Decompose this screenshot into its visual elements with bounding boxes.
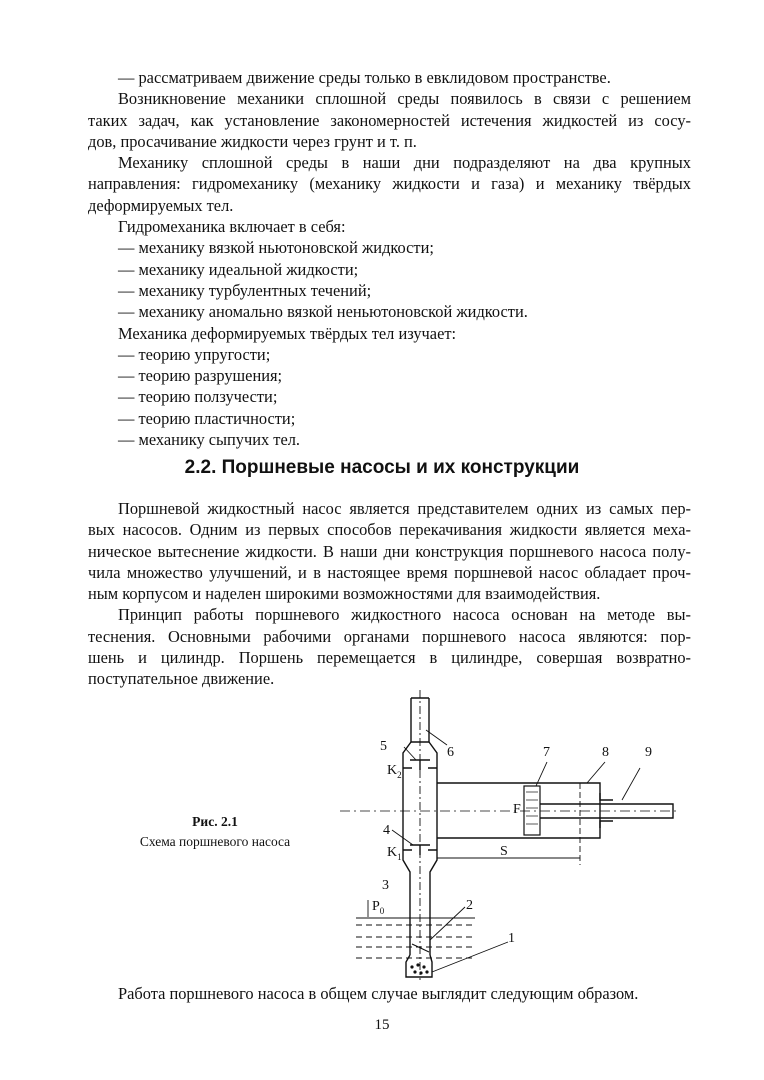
label-k1-main: K (387, 845, 398, 860)
text-line: — механику аномально вязкой неньютоновской жидкости. (118, 302, 528, 322)
cylinder-end-flange (600, 793, 613, 828)
text-line: ническое вытеснение жидкости. В наши дни конструкция поршневого насоса полу- (88, 541, 691, 561)
figure-caption-text: Схема поршневого насоса (139, 834, 291, 849)
outlet-pipe (411, 698, 429, 742)
text-line: направления: гидромеханику (механику жидкости и газа) и механику твёрдых (88, 174, 691, 194)
label-4: 4 (383, 823, 390, 838)
piston (524, 786, 540, 835)
text-section-2 (88, 498, 691, 690)
label-k2-main: K (387, 763, 398, 778)
label-9: 9 (645, 745, 652, 760)
text-line: — теорию пластичности; (118, 408, 296, 428)
suction-pipe-mark (412, 944, 429, 952)
text-line: шень и цилиндр. Поршень перемещается в цилиндре, совершая возвратно- (88, 648, 691, 668)
valve-k2 (403, 760, 437, 770)
last-line: Работа поршневого насоса в общем случае выглядит следующим образом. (118, 984, 639, 1003)
page-number: 15 (374, 1017, 390, 1033)
label-k2-subscript: 2 (397, 770, 402, 780)
text-line: — теорию упругости; (118, 344, 271, 364)
text-line: таких задач, как установление закономерностей истечения жидкостей из сосу- (88, 110, 691, 130)
figure-caption-title: Рис. 2.1 (192, 814, 238, 829)
text-line: ным корпусом и наделен широкими возможностями для взаимодействия. (88, 584, 601, 604)
text-line: теснения. Основными рабочими органами поршневого насоса являются: пор- (88, 626, 691, 646)
pump-diagram (340, 690, 700, 980)
text-line: Механику сплошной среды в наши дни подразделяют на два крупных (118, 153, 691, 173)
label-3: 3 (382, 878, 389, 893)
text-line: поступательное движение. (88, 669, 275, 689)
text-line: Гидромеханика включает в себя: (118, 217, 346, 237)
label-s: S (500, 844, 508, 859)
label-p0-main: P (372, 899, 380, 914)
label-k1-subscript: 1 (397, 852, 402, 862)
label-p0-subscript: 0 (379, 906, 385, 916)
label-f: F (513, 802, 521, 817)
filter-granules (410, 963, 428, 974)
label-k1 (387, 845, 402, 862)
text-line: Поршневой жидкостный насос является представителем одних из самых пер- (118, 499, 691, 518)
text-line: — теорию ползучести; (118, 387, 278, 407)
text-line: чила множество улучшений, и в настоящее время поршневой насос обладает проч- (88, 562, 691, 582)
section-heading: 2.2. Поршневые насосы и их конструкции (184, 457, 580, 478)
label-5: 5 (380, 739, 387, 754)
text-line: деформируемых тел. (88, 195, 234, 215)
piston-hatching (526, 792, 538, 824)
text-section-1 (88, 67, 691, 450)
text-line: Возникновение механики сплошной среды появилось в связи с решением (118, 89, 691, 109)
text-line: — механику сыпучих тел. (118, 430, 301, 450)
label-7: 7 (543, 745, 550, 760)
text-line: вых насосов. Одним из первых способов перекачивания жидкости является меха- (88, 520, 691, 540)
liquid-level (356, 918, 475, 958)
valve-k1 (403, 845, 437, 855)
label-1: 1 (508, 931, 515, 946)
text-line: дов, просачивание жидкости через грунт и т. п. (88, 131, 417, 151)
text-line: Механика деформируемых твёрдых тел изучает: (118, 323, 457, 343)
label-8: 8 (602, 745, 609, 760)
text-line: Принцип работы поршневого жидкостного насоса основан на методе вы- (118, 605, 691, 625)
text-line: — механику идеальной жидкости; (118, 259, 359, 279)
label-2: 2 (466, 898, 473, 913)
text-line: — рассматриваем движение среды только в евклидовом пространстве. (118, 68, 611, 87)
text-line: — механику турбулентных течений; (118, 280, 372, 300)
text-line: — теорию разрушения; (118, 366, 283, 386)
label-p0 (372, 899, 385, 916)
label-k2 (387, 763, 402, 780)
label-6: 6 (447, 745, 454, 760)
text-line: — механику вязкой ньютоновской жидкости; (118, 238, 434, 258)
